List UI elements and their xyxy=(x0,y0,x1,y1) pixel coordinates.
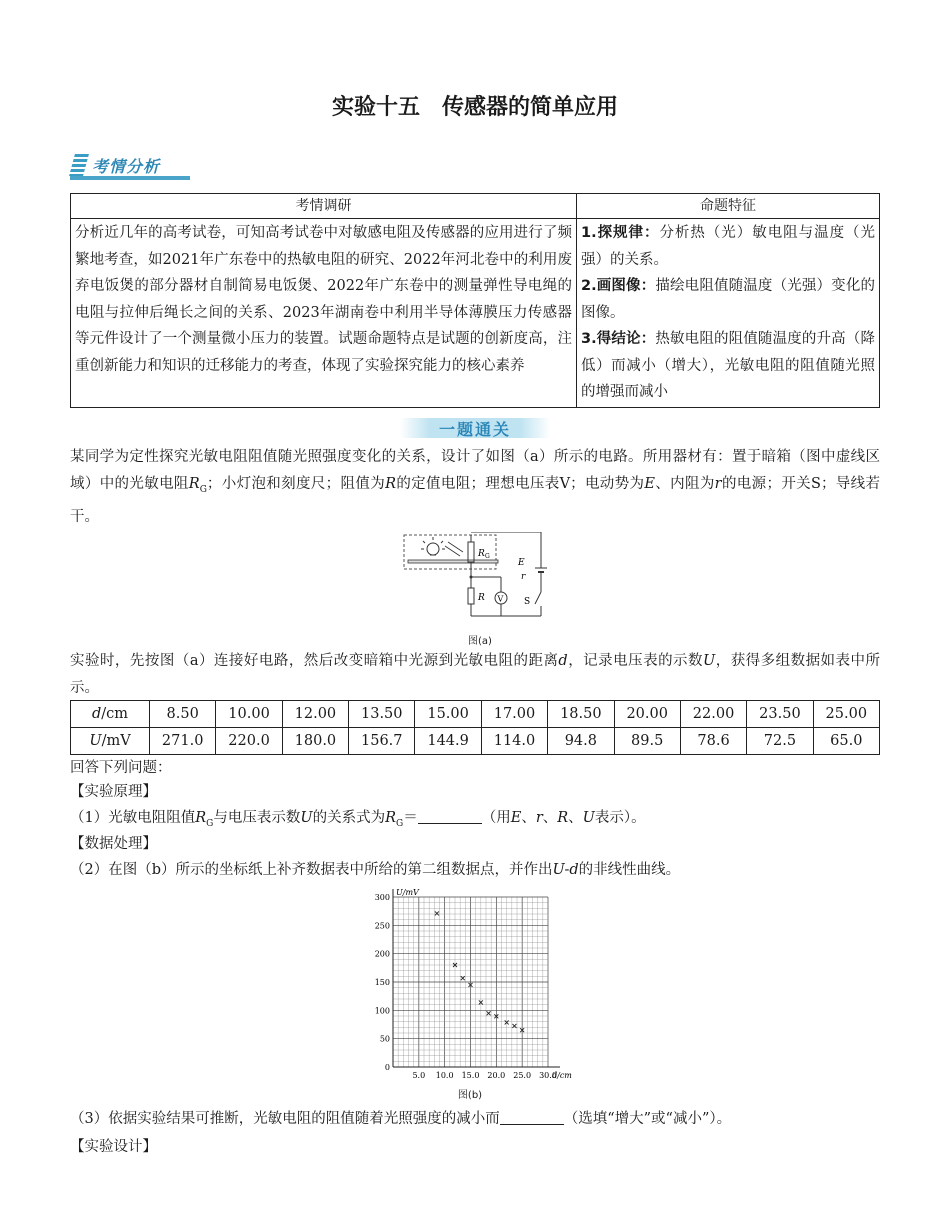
svg-text:R: R xyxy=(478,593,485,603)
section-tag xyxy=(70,152,195,180)
y-axis-label: U/mV xyxy=(396,888,419,897)
x-axis-label: d/cm xyxy=(552,1071,572,1080)
table-row xyxy=(71,701,880,728)
analysis-features-cell xyxy=(577,219,880,408)
data-point xyxy=(461,976,465,980)
data-table xyxy=(70,700,880,755)
svg-text:E: E xyxy=(518,558,525,568)
table-cell-u: 271.0 xyxy=(150,728,216,755)
svg-text:G: G xyxy=(485,553,490,560)
stripe-icon xyxy=(69,154,89,176)
y-tick-label: 300 xyxy=(374,893,390,902)
table-cell-u: 89.5 xyxy=(614,728,680,755)
row-label-d: d/cm xyxy=(71,701,150,728)
table-cell-d: 20.00 xyxy=(614,701,680,728)
data-point xyxy=(487,1011,491,1015)
table-cell-u: 94.8 xyxy=(548,728,614,755)
feature-item: 1.探规律：分析热（光）敏电阻与温度（光强）的关系。 xyxy=(581,225,875,268)
circuit-diagram xyxy=(400,532,560,628)
page-title: 实验十五 传感器的简单应用 xyxy=(331,95,618,120)
chart-svg xyxy=(365,882,585,1082)
question-2: （2）在图（b）所示的坐标纸上补齐数据表中所给的第二组数据点，并作出U-d的非线性曲线。 xyxy=(70,862,681,878)
table-cell-u: 156.7 xyxy=(349,728,415,755)
data-point xyxy=(435,911,439,915)
table-cell-d: 22.00 xyxy=(680,701,746,728)
section-principle: 【实验原理】 xyxy=(70,784,157,800)
table-row xyxy=(71,728,880,755)
figure-a-caption: 图(a) xyxy=(468,636,492,647)
analysis-survey-text: 分析近几年的高考试卷，可知高考试卷中对敏感电阻及传感器的应用进行了频繁地考查，如2021年广东卷中的热敏电阻的研究、2022年河北卷中的利用废弃电饭煲的部分器材自制简易电饭煲、2022年广东卷中的测量弹性导电绳的电阻与拉伸后绳长之间的关系、2023年湖南卷中利用半导体薄膜压力传感器等元件设计了一个测量微小压力的装置。试题命题特点是试题的创新度高，注重创新能力和知识的迁移能力的考查，体现了实验探究能力的核心素养 xyxy=(71,219,577,408)
analysis-header-features: 命题特征 xyxy=(577,194,880,219)
y-tick-label: 100 xyxy=(374,1006,390,1016)
x-tick-label: 30.0 xyxy=(539,1071,557,1080)
table-cell-u: 78.6 xyxy=(680,728,746,755)
x-tick-label: 5.0 xyxy=(412,1071,426,1080)
table-cell-u: 72.5 xyxy=(747,728,813,755)
banner-label: 一题通关 xyxy=(438,420,511,439)
question-1: （1）光敏电阻阻值$R_G$与电压表示数U的关系式为$R_G=$ （用E、r、R、U表示）。 xyxy=(70,810,646,829)
procedure-paragraph: 实验时，先按图（a）连接好电路，然后改变暗箱中光源到光敏电阻的距离d，记录电压表的示数U，获得多组数据如表中所示。 xyxy=(70,653,880,696)
y-tick-label: 200 xyxy=(374,949,390,959)
svg-text:r: r xyxy=(521,572,526,582)
feature-item: 3.得结论：热敏电阻的阻值随温度的升高（降低）而减小（增大），光敏电阻的阻值随光照的增强而减小 xyxy=(581,331,875,400)
lamp-icon xyxy=(421,537,445,555)
y-tick-label: 50 xyxy=(379,1034,390,1044)
table-cell-d: 18.50 xyxy=(548,701,614,728)
figure-b-caption: 图(b) xyxy=(457,1090,483,1101)
table-cell-d: 15.00 xyxy=(415,701,481,728)
table-cell-u: 180.0 xyxy=(282,728,348,755)
svg-text:R: R xyxy=(478,549,485,559)
section-experiment-design: 【实验设计】 xyxy=(70,1139,157,1155)
table-cell-d: 17.00 xyxy=(481,701,547,728)
y-tick-label: 250 xyxy=(374,921,390,931)
table-cell-u: 144.9 xyxy=(415,728,481,755)
answer-blank-3[interactable] xyxy=(500,1110,564,1125)
x-tick-label: 20.0 xyxy=(487,1071,506,1080)
circuit-figure xyxy=(400,532,560,647)
table-cell-d: 13.50 xyxy=(349,701,415,728)
table-cell-u: 65.0 xyxy=(813,728,879,755)
table-cell-u: 220.0 xyxy=(216,728,282,755)
x-tick-label: 25.0 xyxy=(513,1071,532,1080)
x-tick-label: 15.0 xyxy=(461,1071,480,1080)
section-underline xyxy=(70,176,190,180)
table-cell-u: 114.0 xyxy=(481,728,547,755)
intro-paragraph: 某同学为定性探究光敏电阻阻值随光照强度变化的关系，设计了如图（a）所示的电路。所用器材有：置于暗箱（图中虚线区域）中的光敏电阻$R_G$；小灯泡和刻度尺；阻值为R的定值电阻；理想电压表V；电动势为E、内阻为r的电源；开关S；导线若干。 xyxy=(70,449,881,525)
y-tick-label: 0 xyxy=(384,1063,390,1072)
feature-item: 2.画图像：描绘电阻值随温度（光强）变化的图像。 xyxy=(581,278,875,321)
answer-intro: 回答下列问题： xyxy=(70,760,172,776)
analysis-header-survey: 考情调研 xyxy=(71,194,577,219)
answer-blank-1[interactable] xyxy=(418,809,482,824)
section-tag-label: 考情分析 xyxy=(92,157,161,176)
table-cell-d: 10.00 xyxy=(216,701,282,728)
table-cell-d: 12.00 xyxy=(282,701,348,728)
analysis-table xyxy=(70,193,880,408)
question-3: （3）依据实验结果可推断，光敏电阻的阻值随着光照强度的减小而 （选填“增大”或“减小”）。 xyxy=(70,1111,732,1127)
section-banner xyxy=(400,414,550,440)
table-cell-d: 23.50 xyxy=(747,701,813,728)
table-cell-d: 8.50 xyxy=(150,701,216,728)
row-label-u: U/mV xyxy=(71,728,150,755)
chart-figure xyxy=(365,882,585,1101)
y-tick-label: 150 xyxy=(374,978,390,987)
table-cell-d: 25.00 xyxy=(813,701,879,728)
svg-text:V: V xyxy=(497,594,504,604)
section-data-processing: 【数据处理】 xyxy=(70,836,157,852)
x-tick-label: 10.0 xyxy=(435,1071,454,1080)
svg-text:S: S xyxy=(524,597,531,607)
